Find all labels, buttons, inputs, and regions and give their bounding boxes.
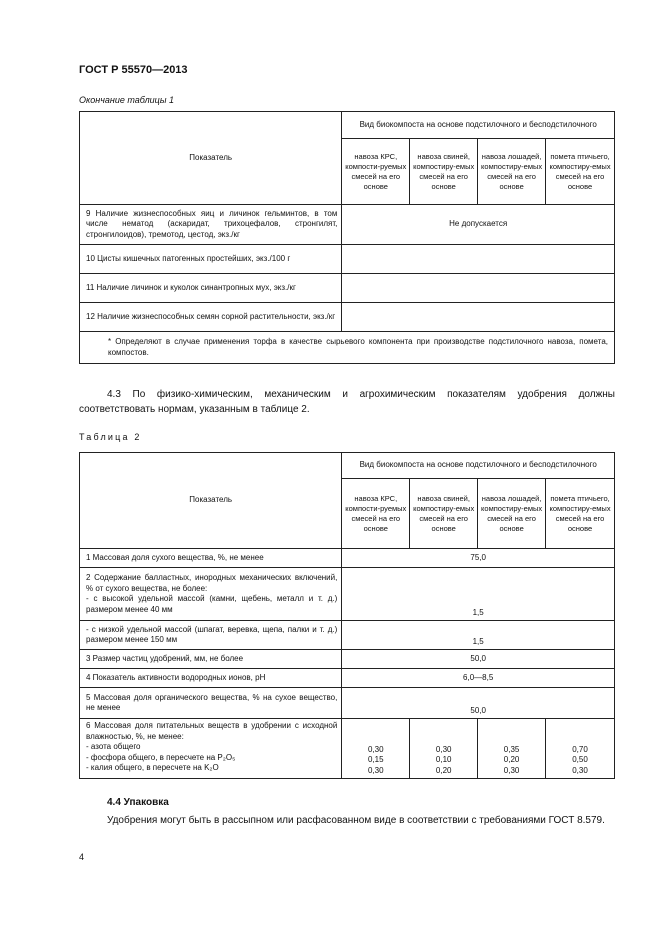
cell-value: 0,70 xyxy=(572,744,588,754)
row-value: 1,5 xyxy=(342,621,615,650)
row-label-sub: - с высокой удельной массой (камни, щебень, металл и т. д.) размером менее 40 мм xyxy=(86,594,338,614)
table1-group-header: Вид биокомпоста на основе подстилочного и бесподстилочного xyxy=(342,112,615,139)
paragraph-4-3: 4.3 По физико-химическим, механическим и агрохимическим показателям удобрения должны соответствовать нормам, указанным в таблице 2. xyxy=(79,389,615,415)
table-row xyxy=(80,669,615,688)
table2-caption: Таблица 2 xyxy=(79,432,142,442)
row-values-col xyxy=(410,719,478,779)
table2-subcol: навоза КРС, компости-руемых смесей на его основе xyxy=(342,479,410,549)
table-1 xyxy=(79,111,615,364)
table-row xyxy=(80,650,615,669)
cell-value: 0,50 xyxy=(572,755,588,764)
row-label: - с низкой удельной массой (шпагат, веревка, щепа, палки и т. д.) размером менее 150 мм xyxy=(80,621,342,650)
table-2 xyxy=(79,452,615,779)
row-values-col xyxy=(342,719,410,779)
cell-value: 0,30 xyxy=(572,765,588,775)
row-value xyxy=(342,303,615,332)
row-values-col xyxy=(546,719,615,779)
table1-subcol: навоза свиней, компостиру-емых смесей на его основе xyxy=(410,139,478,205)
table-row xyxy=(80,621,615,650)
table1-subcol: навоза КРС, компости-руемых смесей на его основе xyxy=(342,139,410,205)
cell-value: 0,10 xyxy=(435,755,452,764)
page-number: 4 xyxy=(79,852,85,862)
table-row xyxy=(80,205,615,245)
row-label xyxy=(80,568,342,621)
table2-group-header: Вид биокомпоста на основе подстилочного и бесподстилочного xyxy=(342,453,615,479)
cell-value: 0,30 xyxy=(435,744,452,754)
row-value: 50,0 xyxy=(342,688,615,719)
row-value: 75,0 xyxy=(342,549,615,568)
table1-caption: Окончание таблицы 1 xyxy=(79,95,174,105)
table1-footnote: * Определяют в случае применения торфа в качестве сырьевого компонента при производстве подстилочного навоза, помета, компостов. xyxy=(80,332,615,364)
row-value: 6,0—8,5 xyxy=(342,669,615,688)
section-4-4-text: Удобрения могут быть в рассыпном или расфасованном виде в соответствии с требованиями ГОСТ 8.579. xyxy=(107,815,605,826)
row-value xyxy=(342,274,615,303)
cell-value: 0,15 xyxy=(368,755,384,764)
row-value: Не допускается xyxy=(342,205,615,245)
row-value xyxy=(342,245,615,274)
cell-value: 0,20 xyxy=(503,755,520,764)
table-row xyxy=(80,568,615,621)
document-header: ГОСТ Р 55570—2013 xyxy=(79,64,188,76)
row-label: 11 Наличие личинок и куколок синантропных мух, экз./кг xyxy=(80,274,342,303)
row-label: 4 Показатель активности водородных ионов, pH xyxy=(80,669,342,688)
row-label-main: 2 Содержание балластных, инородных механических включений, % от сухого вещества, не более: xyxy=(86,573,338,593)
table-row xyxy=(80,688,615,719)
row-item-label: - калия общего, в пересчете на K₂O xyxy=(86,763,219,772)
table-row xyxy=(80,719,615,779)
cell-value: 0,20 xyxy=(435,765,452,775)
row-label xyxy=(80,719,342,779)
row-item-label: - фосфора общего, в пересчете на P₂O₅ xyxy=(86,752,236,762)
row-label: 3 Размер частиц удобрений, мм, не более xyxy=(80,650,342,669)
table2-subcol: помета птичьего, компостиру-емых смесей на его основе xyxy=(546,479,615,549)
cell-value: 0,30 xyxy=(368,744,384,754)
row-label: 12 Наличие жизнеспособных семян сорной растительности, экз./кг xyxy=(80,303,342,332)
table-row xyxy=(80,274,615,303)
row-label: 10 Цисты кишечных патогенных простейших, экз./100 г xyxy=(80,245,342,274)
row-label: 5 Массовая доля органического вещества, % на сухое вещество, не менее xyxy=(80,688,342,719)
table2-subcol: навоза лошадей, компостиру-емых смесей на его основе xyxy=(478,479,546,549)
row-label-main: 6 Массовая доля питательных веществ в удобрении с исходной влажностью, %, не менее: xyxy=(86,721,338,741)
table1-col-header: Показатель xyxy=(80,112,342,205)
row-item-label: - азота общего xyxy=(86,742,141,751)
table-row xyxy=(80,303,615,332)
row-values-col xyxy=(478,719,546,779)
table-row xyxy=(80,549,615,568)
row-value: 1,5 xyxy=(342,568,615,621)
cell-value: 0,30 xyxy=(503,765,520,775)
row-value: 50,0 xyxy=(342,650,615,669)
row-label: 9 Наличие жизнеспособных яиц и личинок гельминтов, в том числе нематод (аскаридат, трихоцефалов, стронгилят, стронгилоидов), тремотод, цестод, экз./кг xyxy=(80,205,342,245)
table1-subcol: помета птичьего, компостиру-емых смесей на его основе xyxy=(546,139,615,205)
cell-value: 0,35 xyxy=(503,744,520,754)
table1-subcol: навоза лошадей, компостиру-емых смесей на его основе xyxy=(478,139,546,205)
table-row xyxy=(80,245,615,274)
table2-col-header: Показатель xyxy=(80,453,342,549)
section-4-4-heading: 4.4 Упаковка xyxy=(107,797,169,808)
row-label: 1 Массовая доля сухого вещества, %, не менее xyxy=(80,549,342,568)
cell-value: 0,30 xyxy=(368,765,384,775)
table2-subcol: навоза свиней, компостиру-емых смесей на его основе xyxy=(410,479,478,549)
